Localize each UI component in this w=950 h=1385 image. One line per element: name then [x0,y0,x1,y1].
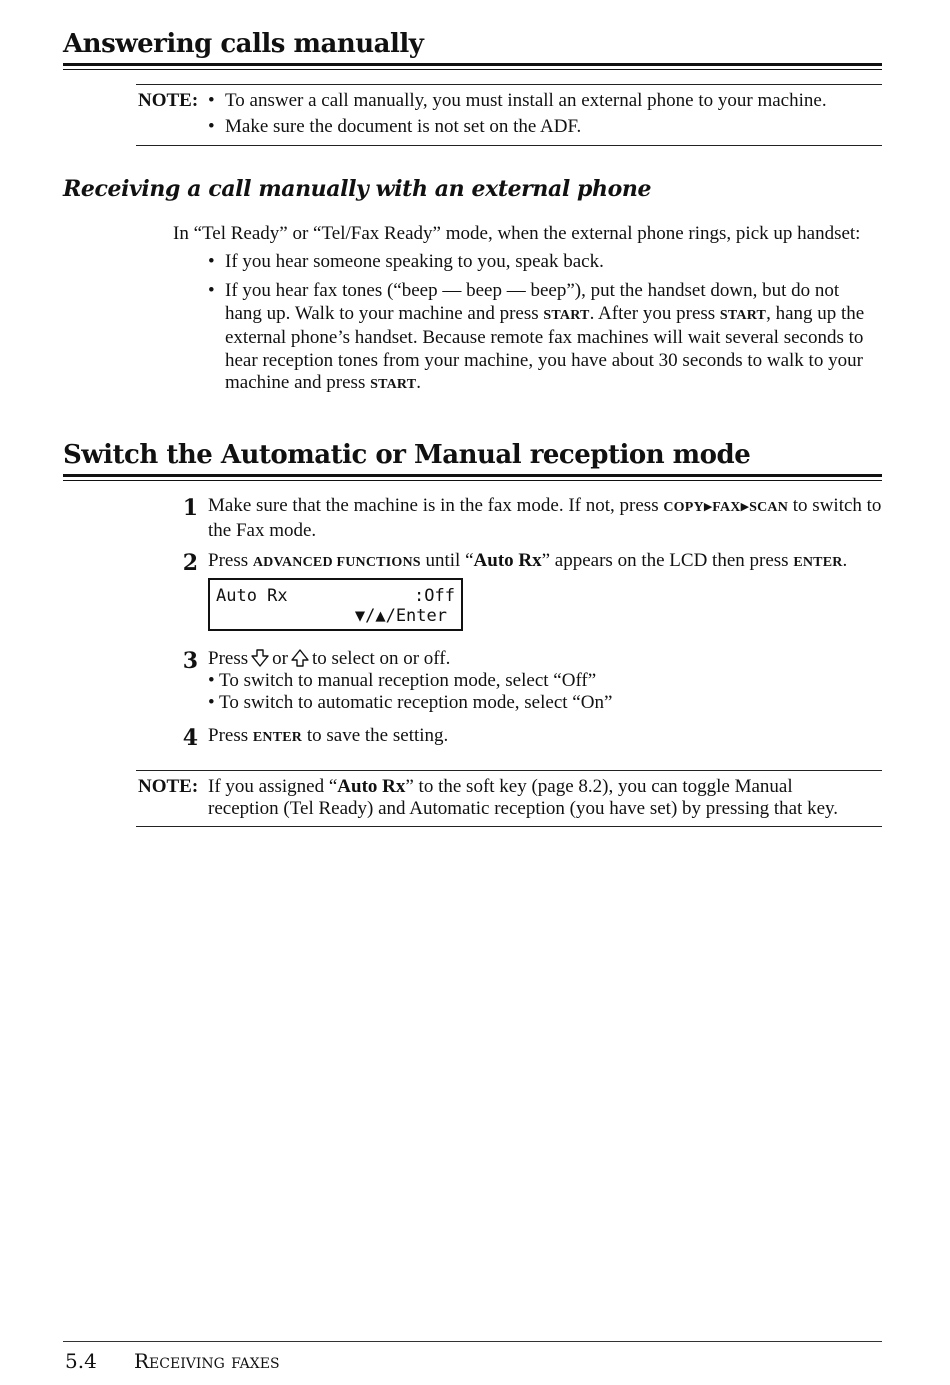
bullet-icon: • [208,90,215,111]
bullet-icon: • [208,280,215,301]
lcd-line1-value: :Off [414,586,455,606]
footer-section-name: Receiving faxes [134,1349,280,1373]
note-bullet-1: To answer a call manually, you must install an external phone to your machine. [225,90,827,111]
step-2-text: Press ADVANCED FUNCTIONS until “Auto Rx” appears on the LCD then press ENTER. [208,550,848,571]
nav-arrow-up-icon [290,648,310,668]
step-1-text: Make sure that the machine is in the fax mode. If not, press COPY▶FAX▶SCAN to switch to the Fax mode. [208,495,882,541]
subsection-bullet-1: If you hear someone speaking to you, speak back. [225,251,604,272]
start-key: START [543,307,590,323]
step-3-text: Press or to select on or off. [208,648,451,669]
step-4-text: Press ENTER to save the setting. [208,725,449,746]
heading-rule-thin [63,69,882,70]
section-title-answering: Answering calls manually [63,29,424,59]
step-3-sub-1: • To switch to manual reception mode, select “Off” [208,670,597,691]
note-rule-bottom [136,145,882,146]
bullet-icon: • [208,116,215,137]
enter-key: ENTER [252,730,303,745]
step-number: 4 [182,725,198,751]
lcd-line2: ▼/▲/Enter [354,606,447,626]
subsection-title: Receiving a call manually with an external phone [63,176,652,202]
step-number: 1 [182,495,198,521]
note-2-text: If you assigned “Auto Rx” to the soft key (page 8.2), you can toggle Manual reception (Tel Ready) and Automatic reception (you have set) by pressing that key. [208,776,839,819]
page-number: 5.4 [65,1349,97,1373]
advanced-functions-key: ADVANCED FUNCTIONS [252,555,421,570]
note-rule-top [136,770,882,771]
triangle-right-icon: ▶ [703,501,713,513]
nav-arrow-down-icon [250,648,270,668]
note-rule-top [136,84,882,85]
subsection-bullet-2: If you hear fax tones (“beep — beep — beep”), put the handset down, but do not hang up. Walk to your machine and press START. After you press START, hang up the external phone’s handset. Because remote fax machines will wait several seconds to hear reception tones from your machine, you have about 30 seconds to walk to your machine and press START. [225,280,865,393]
step-3-sub-2: • To switch to automatic reception mode, select “On” [208,692,613,713]
heading-rule-thick [63,474,882,477]
start-key: START [370,377,417,392]
fax-key: FAX [712,500,741,515]
note-rule-bottom [136,826,882,827]
step-number: 3 [182,648,198,674]
scan-key: SCAN [749,500,789,515]
footer-rule [63,1341,882,1342]
heading-rule-thick [63,63,882,66]
heading-rule-thin [63,480,882,481]
bullet-icon: • [208,251,215,272]
enter-key: ENTER [793,555,843,570]
note-bullet-2: Make sure the document is not set on the ADF. [225,116,582,137]
step-number: 2 [182,550,198,576]
lcd-line1-label: Auto Rx [216,586,288,606]
subsection-intro: In “Tel Ready” or “Tel/Fax Ready” mode, when the external phone rings, pick up handset: [173,223,861,244]
triangle-right-icon: ▶ [740,501,750,513]
note-label: NOTE: [138,90,199,111]
copy-key: COPY [663,500,704,515]
section-title-switch: Switch the Automatic or Manual reception mode [63,440,751,470]
start-key: START [719,307,767,323]
note-label: NOTE: [138,776,199,797]
lcd-display [208,578,463,631]
